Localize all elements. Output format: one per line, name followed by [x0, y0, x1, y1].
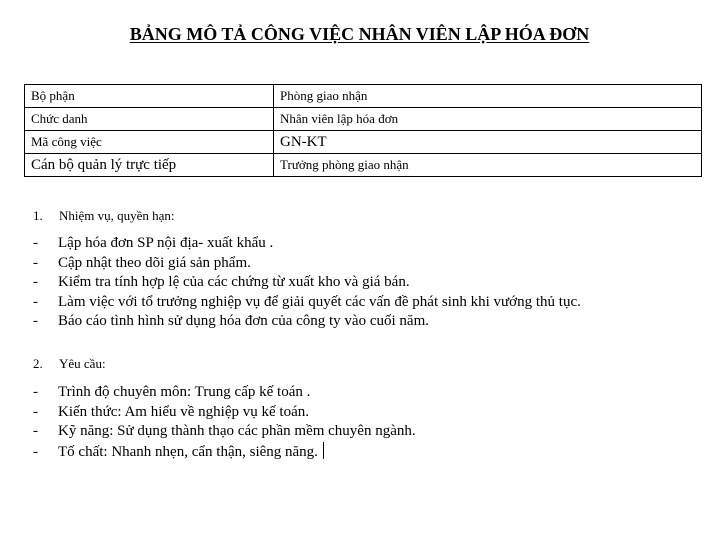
list-item[interactable]	[33, 422, 416, 442]
list-item-text: Báo cáo tình hình sử dụng hóa đơn của công ty vào cuối năm.	[58, 313, 429, 329]
list-item-text: Tố chất: Nhanh nhẹn, cẩn thận, siêng năng.	[58, 443, 318, 460]
section-heading-duties	[33, 208, 175, 224]
list-item[interactable]	[33, 293, 581, 313]
document-title-text: BẢNG MÔ TẢ CÔNG VIỆC NHÂN VIÊN LẬP HÓA ĐƠN	[129, 24, 590, 44]
department-value[interactable]: Phòng giao nhận	[274, 85, 702, 108]
list-item-text: Kỹ năng: Sử dụng thành thạo các phần mềm chuyên ngành.	[58, 423, 416, 439]
section-heading-requirements	[33, 356, 106, 372]
requirements-list	[33, 383, 416, 462]
list-item[interactable]	[33, 273, 581, 293]
department-label[interactable]: Bộ phận	[25, 85, 274, 108]
list-item-text: Làm việc với tổ trưởng nghiệp vụ để giải quyết các vấn đề phát sinh khi vướng thủ tục.	[58, 293, 581, 310]
bullet-dash: -	[33, 423, 38, 439]
manager-label[interactable]: Cán bộ quản lý trực tiếp	[25, 154, 274, 177]
table-row	[25, 154, 702, 177]
bullet-dash: -	[33, 254, 38, 271]
job-code-value[interactable]: GN-KT	[274, 131, 702, 154]
bullet-dash: -	[33, 403, 38, 420]
job-info-table	[24, 84, 702, 177]
job-title-label[interactable]: Chức danh	[25, 108, 274, 131]
duties-list	[33, 234, 581, 332]
text-cursor	[323, 442, 324, 459]
table-row	[25, 131, 702, 154]
manager-value[interactable]: Trưởng phòng giao nhận	[274, 154, 702, 177]
bullet-dash: -	[33, 313, 38, 329]
list-item-text: Trình độ chuyên môn: Trung cấp kế toán .	[58, 384, 311, 400]
table-row	[25, 108, 702, 131]
document-title	[0, 24, 719, 45]
list-item[interactable]	[33, 254, 581, 274]
list-item[interactable]	[33, 312, 581, 332]
section-heading-text[interactable]: Nhiệm vụ, quyền hạn:	[59, 208, 175, 223]
list-item[interactable]	[33, 442, 416, 463]
list-item-text: Kiểm tra tính hợp lệ của các chứng từ xuất kho và giá bán.	[58, 274, 410, 290]
list-item[interactable]	[33, 403, 416, 423]
section-number: 2.	[33, 356, 43, 371]
list-item-text: Kiến thức: Am hiểu về nghiệp vụ kế toán.	[58, 403, 309, 420]
bullet-dash: -	[33, 274, 38, 290]
bullet-dash: -	[33, 443, 38, 460]
list-item-text: Cập nhật theo dõi giá sản phẩm.	[58, 254, 251, 271]
job-title-value[interactable]: Nhân viên lập hóa đơn	[274, 108, 702, 131]
bullet-dash: -	[33, 293, 38, 310]
section-heading-text[interactable]: Yêu cầu:	[59, 356, 106, 371]
list-item[interactable]	[33, 383, 416, 403]
list-item-text: Lập hóa đơn SP nội địa- xuất khẩu .	[58, 235, 274, 251]
table-row	[25, 85, 702, 108]
list-item[interactable]	[33, 234, 581, 254]
job-code-label[interactable]: Mã công việc	[25, 131, 274, 154]
section-number: 1.	[33, 208, 43, 223]
bullet-dash: -	[33, 384, 38, 400]
bullet-dash: -	[33, 235, 38, 251]
